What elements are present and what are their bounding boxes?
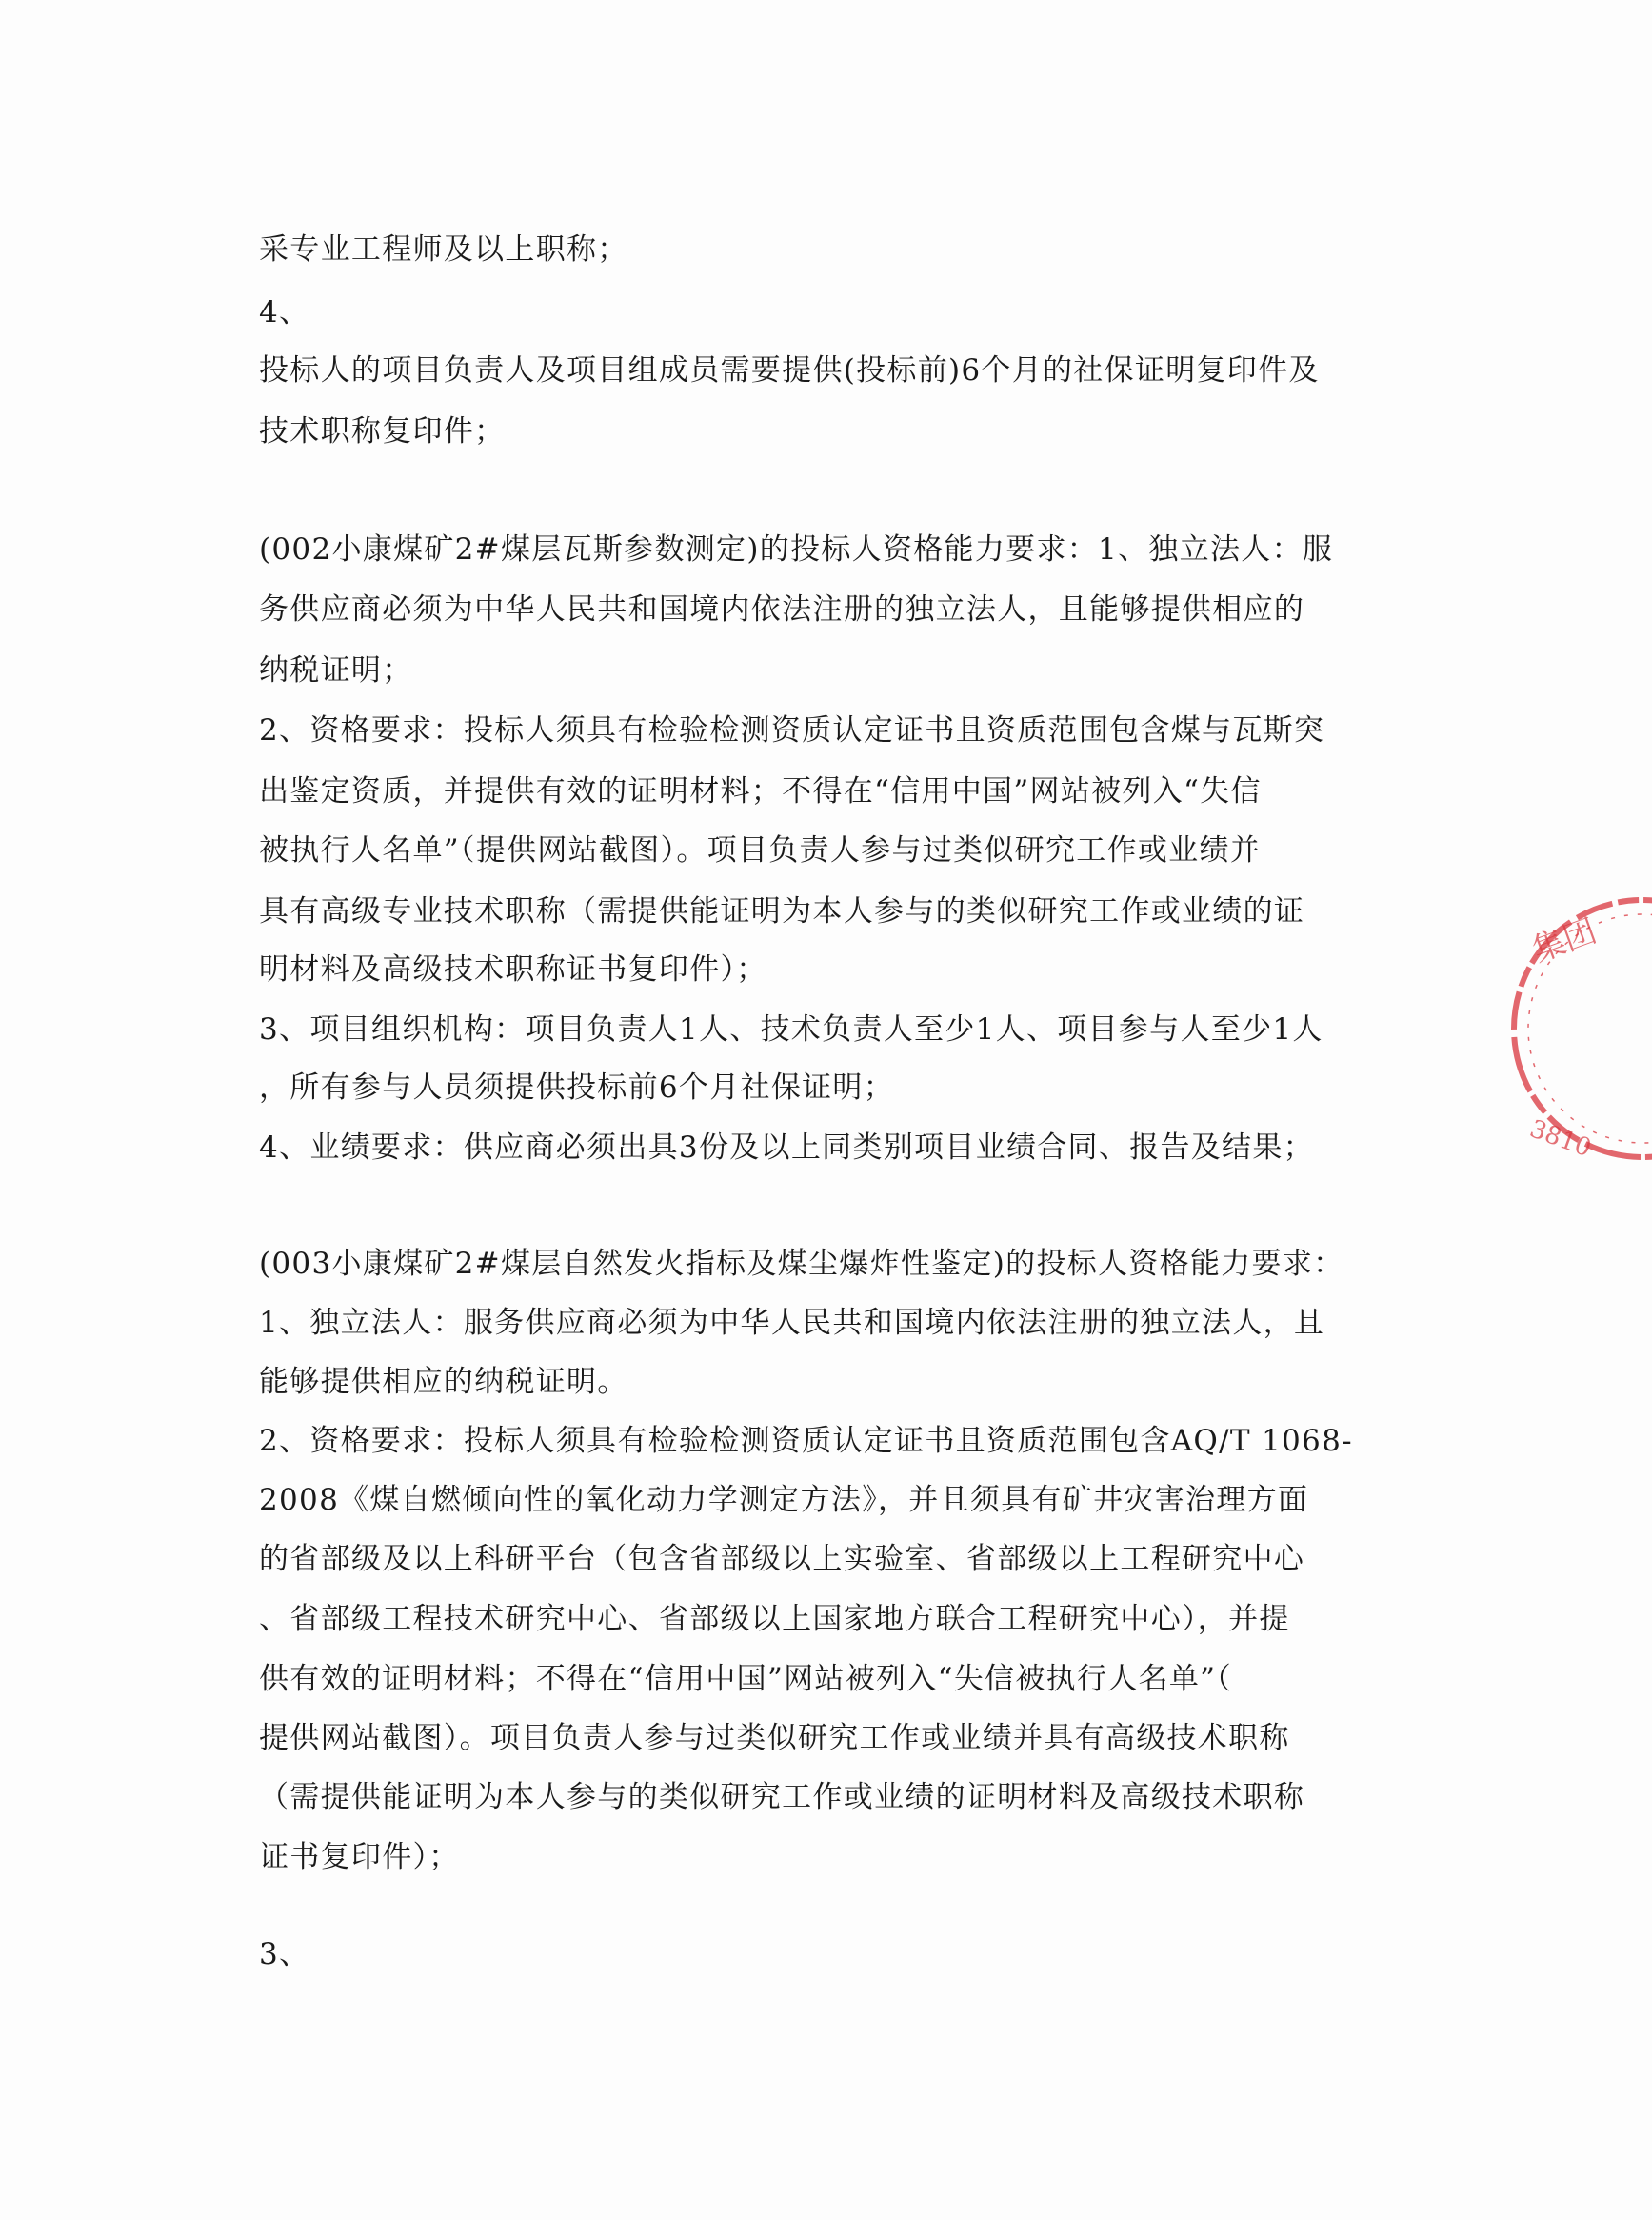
text-line: 被执行人名单”（提供网站截图）。项目负责人参与过类似研究工作或业绩并 [259,833,1262,868]
text-line: 的省部级及以上科研平台（包含省部级以上实验室、省部级以上工程研究中心 [259,1542,1305,1576]
seal-text-number: 3810 [1525,1114,1596,1164]
text-line: 技术职称复印件； [259,414,506,449]
text-line: 能够提供相应的纳税证明。 [259,1365,628,1399]
text-line: 务供应商必须为中华人民共和国境内依法注册的独立法人，且能够提供相应的 [259,592,1305,627]
text-line: 2、资格要求：投标人须具有检验检测资质认定证书且资质范围包含AQ/T 1068- [259,1424,1353,1458]
text-line: 证书复印件）； [259,1840,460,1874]
text-line: （需提供能证明为本人参与的类似研究工作或业绩的证明材料及高级技术职称 [259,1780,1305,1814]
text-line: 采专业工程师及以上职称； [259,232,628,267]
text-line: 出鉴定资质，并提供有效的证明材料；不得在“信用中国”网站被列入“失信 [259,774,1262,809]
text-line: 供有效的证明材料；不得在“信用中国”网站被列入“失信被执行人名单”（ [259,1662,1233,1696]
text-line: 1、独立法人：服务供应商必须为中华人民共和国境内依法注册的独立法人，且 [259,1306,1325,1340]
company-seal-stamp [1500,886,1652,1171]
text-line: 投标人的项目负责人及项目组成员需要提供(投标前)6个月的社保证明复印件及 [259,353,1320,388]
text-line: 4、业绩要求：供应商必须出具3份及以上同类别项目业绩合同、报告及结果； [259,1130,1314,1165]
text-line: 提供网站截图）。项目负责人参与过类似研究工作或业绩并具有高级技术职称 [259,1721,1290,1755]
text-line: 具有高级专业技术职称（需提供能证明为本人参与的类似研究工作或业绩的证 [259,894,1305,929]
text-line: ，所有参与人员须提供投标前6个月社保证明； [259,1070,895,1105]
text-line: 2008《煤自燃倾向性的氧化动力学测定方法》，并且须具有矿井灾害治理方面 [259,1483,1309,1517]
text-line: 2、资格要求：投标人须具有检验检测资质认定证书且资质范围包含煤与瓦斯突 [259,713,1325,748]
seal-text-top: 集团 [1527,911,1602,970]
text-line: 纳税证明； [259,653,413,688]
text-line: 3、项目组织机构：项目负责人1人、技术负责人至少1人、项目参与人至少1人 [259,1012,1324,1047]
text-line: (003小康煤矿2#煤层自然发火指标及煤尘爆炸性鉴定)的投标人资格能力要求： [259,1247,1344,1281]
text-line: 明材料及高级技术职称证书复印件）； [259,952,767,987]
text-line: 3、 [259,1937,310,1971]
text-line: 4、 [259,295,310,330]
text-line: (002小康煤矿2#煤层瓦斯参数测定)的投标人资格能力要求：1、独立法人：服 [259,532,1334,567]
text-line: 、省部级工程技术研究中心、省部级以上国家地方联合工程研究中心），并提 [259,1602,1290,1636]
